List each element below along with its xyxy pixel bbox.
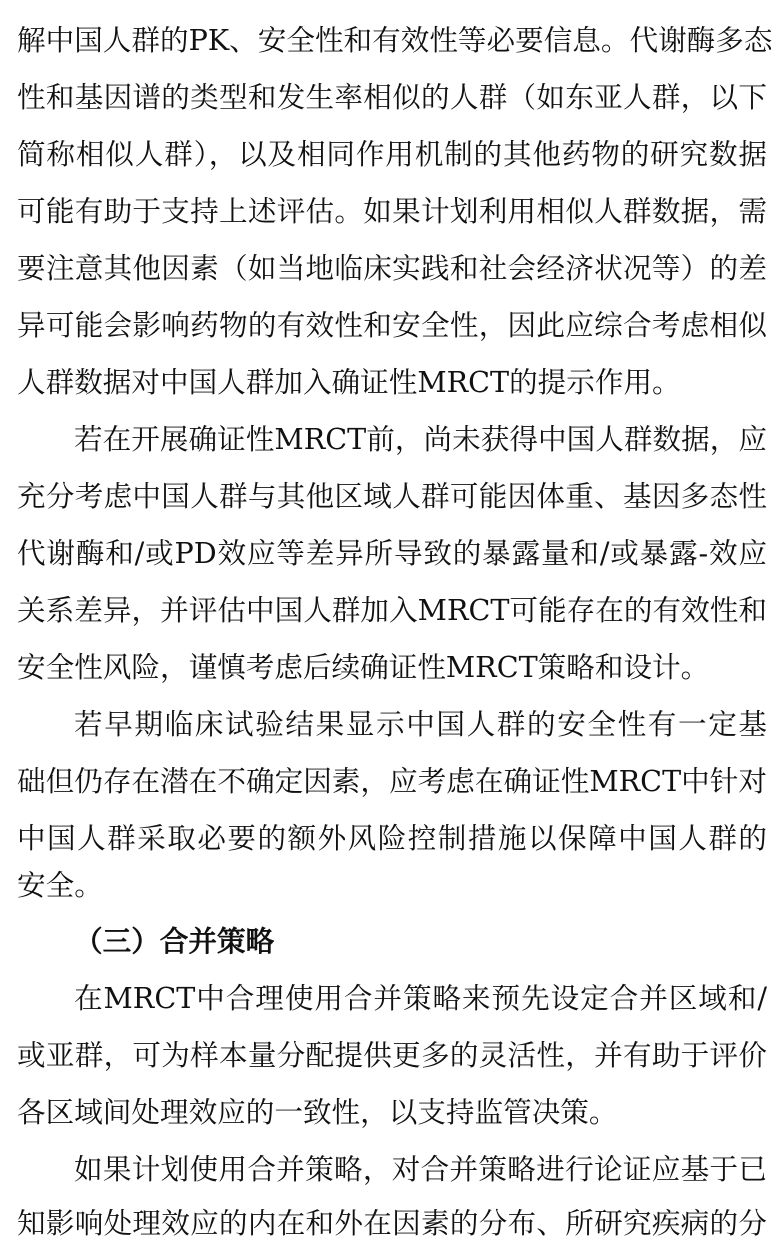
- text-line: 中国人群采取必要的额外风险控制措施以保障中国人群的: [17, 821, 767, 855]
- text-line: 异可能会影响药物的有效性和安全性，因此应综合考虑相似: [17, 308, 767, 342]
- text-line: 人群数据对中国人群加入确证性MRCT的提示作用。: [17, 365, 681, 399]
- text-line: 关系差异，并评估中国人群加入MRCT可能存在的有效性和: [17, 593, 767, 627]
- text-line: 在MRCT中合理使用合并策略来预先设定合并区域和/: [74, 981, 767, 1015]
- text-line: 各区域间处理效应的一致性，以支持监管决策。: [17, 1095, 618, 1129]
- text-line: 充分考虑中国人群与其他区域人群可能因体重、基因多态性: [17, 479, 767, 513]
- text-line: 如果计划使用合并策略，对合并策略进行论证应基于已: [74, 1152, 767, 1186]
- text-line: 简称相似人群），以及相同作用机制的其他药物的研究数据: [17, 137, 767, 171]
- text-line: 知影响处理效应的内在和外在因素的分布、所研究疾病的分: [17, 1206, 767, 1240]
- text-line: 要注意其他因素（如当地临床实践和社会经济状况等）的差: [17, 251, 767, 285]
- text-line: 解中国人群的PK、安全性和有效性等必要信息。代谢酶多态: [17, 23, 773, 57]
- text-line: 代谢酶和/或PD效应等差异所导致的暴露量和/或暴露-效应: [17, 536, 767, 570]
- text-line: 安全性风险，谨慎考虑后续确证性MRCT策略和设计。: [17, 650, 710, 684]
- text-line: 可能有助于支持上述评估。如果计划利用相似人群数据，需: [17, 194, 767, 228]
- text-line: 础但仍存在潜在不确定因素，应考虑在确证性MRCT中针对: [17, 764, 767, 798]
- text-line: 或亚群，可为样本量分配提供更多的灵活性，并有助于评价: [17, 1038, 767, 1072]
- section-heading: （三）合并策略: [74, 924, 275, 958]
- text-line: 若在开展确证性MRCT前，尚未获得中国人群数据，应: [74, 422, 767, 456]
- text-line: 性和基因谱的类型和发生率相似的人群（如东亚人群，以下: [17, 80, 767, 114]
- text-line: 安全。: [17, 868, 103, 902]
- text-line: 若早期临床试验结果显示中国人群的安全性有一定基: [74, 707, 767, 741]
